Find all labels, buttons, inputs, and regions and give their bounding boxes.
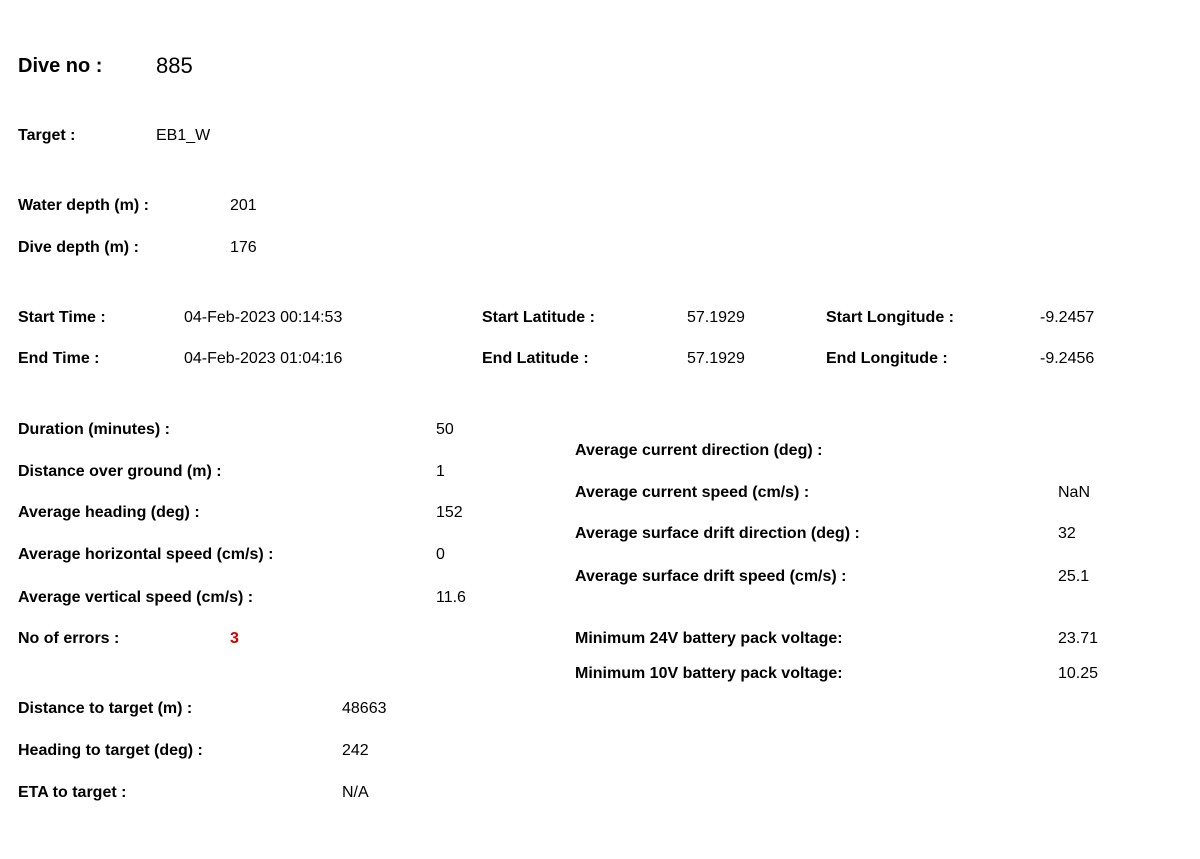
dive-depth-value: 176 [230,239,257,256]
average-surface-drift-speed-value: 25.1 [1058,568,1090,585]
end-time-label: End Time : [18,350,100,367]
min-24v-battery-label: Minimum 24V battery pack voltage: [575,630,843,647]
distance-over-ground-value: 1 [436,463,445,480]
target-value: EB1_W [156,127,211,144]
water-depth-label: Water depth (m) : [18,197,149,214]
water-depth-value: 201 [230,197,257,214]
distance-over-ground-label: Distance over ground (m) : [18,463,222,480]
end-latitude-label: End Latitude : [482,350,589,367]
start-time-value: 04-Feb-2023 00:14:53 [184,309,343,326]
min-10v-battery-label: Minimum 10V battery pack voltage: [575,665,843,682]
eta-to-target-label: ETA to target : [18,784,127,801]
distance-to-target-value: 48663 [342,700,387,717]
average-current-speed-label: Average current speed (cm/s) : [575,484,810,501]
average-vertical-speed-value: 11.6 [436,589,466,606]
min-24v-battery-value: 23.71 [1058,630,1099,647]
average-vertical-speed-label: Average vertical speed (cm/s) : [18,589,254,606]
dive-depth-label: Dive depth (m) : [18,239,139,256]
average-heading-label: Average heading (deg) : [18,504,200,521]
distance-to-target-label: Distance to target (m) : [18,700,193,717]
min-10v-battery-value: 10.25 [1058,665,1099,682]
start-time-label: Start Time : [18,309,106,326]
duration-value: 50 [436,421,454,438]
average-heading-value: 152 [436,504,463,521]
start-longitude-value: -9.2457 [1040,309,1095,326]
heading-to-target-label: Heading to target (deg) : [18,742,203,759]
heading-to-target-value: 242 [342,742,369,759]
dive-number-value: 885 [156,53,193,78]
average-current-direction-label: Average current direction (deg) : [575,442,823,459]
start-longitude-label: Start Longitude : [826,309,954,326]
errors-count: 3 [230,630,239,647]
average-surface-drift-direction-label: Average surface drift direction (deg) : [575,525,860,542]
eta-to-target-value: N/A [342,784,369,801]
start-latitude-value: 57.1929 [687,309,745,326]
average-surface-drift-direction-value: 32 [1058,525,1076,542]
end-longitude-label: End Longitude : [826,350,948,367]
end-longitude-value: -9.2456 [1040,350,1095,367]
dive-number-label: Dive no : [18,55,103,77]
average-current-speed-value: NaN [1058,484,1091,501]
target-label: Target : [18,127,76,144]
errors-label: No of errors : [18,630,120,647]
start-latitude-label: Start Latitude : [482,309,595,326]
end-time-value: 04-Feb-2023 01:04:16 [184,350,343,367]
average-surface-drift-speed-label: Average surface drift speed (cm/s) : [575,568,847,585]
average-horizontal-speed-value: 0 [436,546,445,563]
end-latitude-value: 57.1929 [687,350,745,367]
average-horizontal-speed-label: Average horizontal speed (cm/s) : [18,546,274,563]
duration-label: Duration (minutes) : [18,421,170,438]
